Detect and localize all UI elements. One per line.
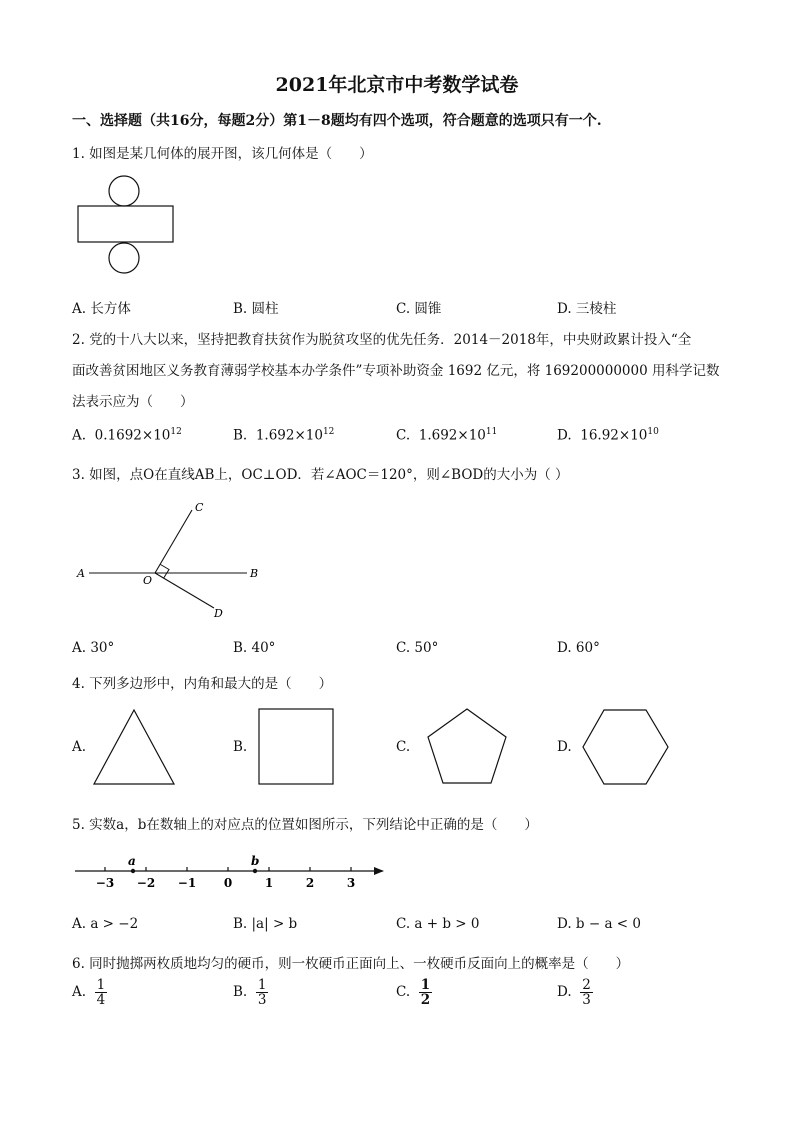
q5-tick-label: −3 [95, 876, 115, 890]
q3-label-a: A [77, 567, 85, 580]
q4-option-c: C. [396, 739, 411, 755]
q5-tick-label: −1 [177, 876, 197, 890]
q6-option-b: B. $\frac{1}{3}$ [233, 977, 267, 1009]
q5-tick-label: 2 [305, 876, 315, 890]
q4-pentagon [423, 706, 513, 788]
q4-triangle [90, 707, 180, 787]
q1-top-circle [109, 176, 139, 206]
q3-stem: 3. 如图，点O在直线AB上，OC⊥OD．若∠AOC＝120°，则∠BOD的大小为（ ） [72, 467, 569, 483]
q5-axis-arrow [374, 867, 384, 875]
q2-option-b: B. $1.692\times 10^{12}$ [233, 427, 335, 444]
q5-option-c: C. a + b > 0 [396, 916, 480, 932]
q3-label-o: O [143, 574, 153, 587]
page-title: 2021年北京市中考数学试卷 [275, 74, 519, 96]
q1-option-c: C. 圆锥 [396, 301, 442, 317]
q5-label-a: a [128, 854, 136, 868]
q1-option-d: D. 三棱柱 [557, 301, 617, 317]
q5-point-a [131, 869, 135, 873]
q4-hexagon [580, 706, 672, 788]
q5-tick-label: −2 [136, 876, 156, 890]
q5-tick-label: 1 [264, 876, 274, 890]
q5-option-a: A. a > −2 [72, 916, 139, 932]
q4-option-d: D. [557, 739, 572, 755]
q3-label-b: B [250, 567, 259, 580]
q6-option-c: C. $\frac{1}{2}$ [396, 977, 431, 1009]
q2-option-d: D. $16.92\times 10^{10}$ [557, 427, 659, 444]
q3-label-c: C [195, 501, 204, 514]
q3-angle-figure [72, 496, 272, 626]
q5-option-b: B. |a| > b [233, 916, 298, 932]
q5-stem: 5. 实数a，b在数轴上的对应点的位置如图所示，下列结论中正确的是（ ） [72, 817, 538, 833]
q2-line1: 2. 党的十八大以来，坚持把教育扶贫作为脱贫攻坚的优先任务．2014－2018年，中央财政累计投入“全 [72, 332, 692, 348]
q1-net-figure [76, 174, 176, 276]
q4-option-a: A. [72, 739, 87, 755]
q1-stem: 1. 如图是某几何体的展开图，该几何体是（ ） [72, 146, 373, 162]
q1-rectangle [78, 206, 173, 242]
q6-stem: 6. 同时抛掷两枚质地均匀的硬币，则一枚硬币正面向上、一枚硬币反面向上的概率是（ ） [72, 956, 630, 972]
q4-option-b: B. [233, 739, 248, 755]
q6-option-a: A. $\frac{1}{4}$ [72, 977, 106, 1009]
q4-stem: 4. 下列多边形中，内角和最大的是（ ） [72, 676, 333, 692]
q2-line2: 面改善贫困地区义务教育薄弱学校基本办学条件”专项补助资金 1692 亿元，将 169200000000 用科学记数 [72, 363, 720, 379]
q3-option-d: D. 60° [557, 640, 600, 656]
q2-option-c: C. $1.692\times 10^{11}$ [396, 427, 498, 444]
q3-option-b: B. 40° [233, 640, 276, 656]
q5-tick-label: 0 [223, 876, 233, 890]
q5-option-d: D. b − a < 0 [557, 916, 641, 932]
q5-number-line [72, 852, 392, 892]
q3-right-angle-mark [161, 565, 170, 579]
q1-bottom-circle [109, 243, 139, 273]
q3-label-d: D [214, 607, 223, 620]
q5-tick-label: 3 [346, 876, 356, 890]
q3-ray-oc [155, 510, 192, 573]
q3-option-c: C. 50° [396, 640, 439, 656]
q4-square [256, 707, 336, 787]
q2-option-a: A. $0.1692\times 10^{12}$ [72, 427, 182, 444]
section-heading: 一、选择题（共16分，每题2分）第1－8题均有四个选项，符合题意的选项只有一个. [72, 113, 602, 129]
q5-point-b [253, 869, 257, 873]
q2-line3: 法表示应为（ ） [72, 394, 194, 410]
q1-option-b: B. 圆柱 [233, 301, 279, 317]
q3-option-a: A. 30° [72, 640, 115, 656]
q5-label-b: b [251, 854, 260, 868]
q6-option-d: D. $\frac{2}{3}$ [557, 977, 591, 1009]
q1-option-a: A. 长方体 [72, 301, 131, 317]
